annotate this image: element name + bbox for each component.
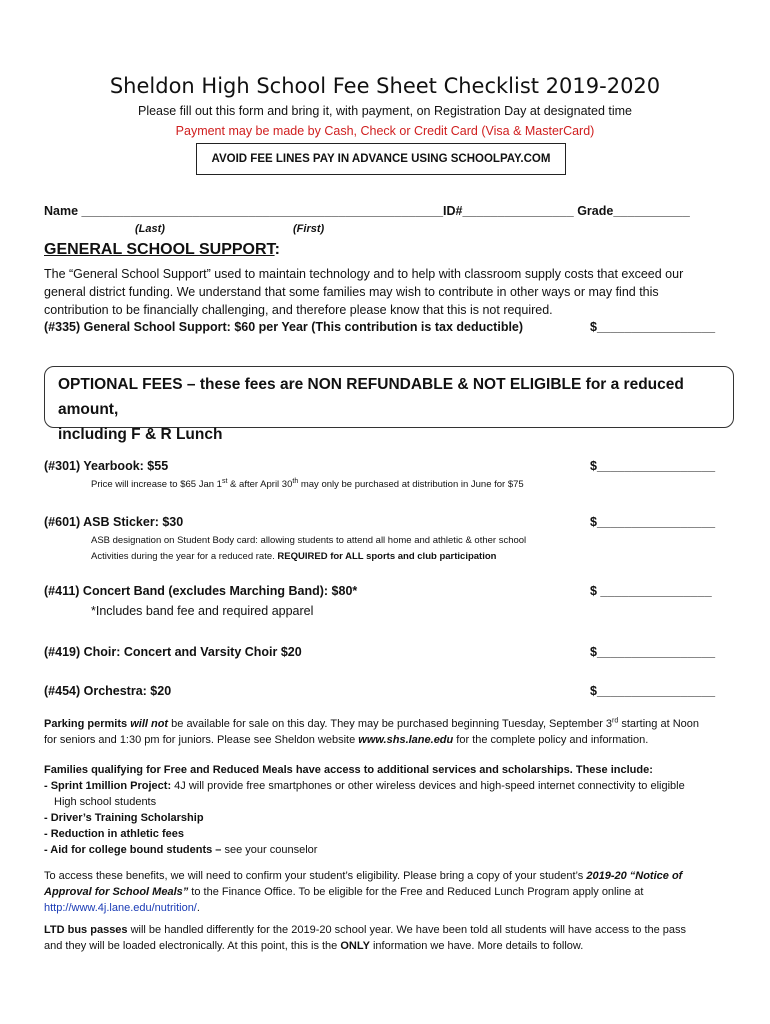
student-info-row	[44, 204, 690, 218]
avoid-lines-box: AVOID FEE LINES PAY IN ADVANCE USING SCHOOLPAY.COM	[196, 143, 566, 175]
general-support-description	[44, 265, 744, 319]
asb-note-line-1: ASB designation on Student Body card: allowing students to attend all home and athletic & other school	[91, 535, 527, 546]
grade-field[interactable]: ___________	[613, 204, 690, 218]
choir-fee-label: (#419) Choir: Concert and Varsity Choir $20	[44, 645, 302, 659]
optional-fees-line-1: OPTIONAL FEES – these fees are NON REFUNDABLE & NOT ELIGIBLE for a reduced amount,	[58, 376, 684, 418]
first-name-caption: (First)	[293, 223, 325, 235]
id-field[interactable]: ________________	[462, 204, 574, 218]
band-note: *Includes band fee and required apparel	[91, 604, 314, 618]
benefit-drivers-training: - Driver’s Training Scholarship	[44, 812, 204, 824]
band-amount-field[interactable]: $ ________________	[590, 584, 712, 598]
nutrition-link[interactable]: http://www.4j.lane.edu/nutrition/	[44, 902, 197, 914]
families-benefits-section	[44, 762, 744, 858]
last-name-caption: (Last)	[135, 223, 165, 235]
benefit-athletic-fees: - Reduction in athletic fees	[44, 828, 184, 840]
id-label: ID#	[443, 204, 463, 218]
general-support-fee-label: (#335) General School Support: $60 per Year (This contribution is tax deductible)	[44, 320, 524, 334]
asb-amount-field[interactable]: $_________________	[590, 515, 716, 529]
grade-label: Grade	[577, 204, 614, 218]
yearbook-amount-field[interactable]: $_________________	[590, 459, 716, 473]
benefit-college-aid: - Aid for college bound students – see your counselor	[44, 844, 318, 856]
instructions-text: Please fill out this form and bring it, with payment, on Registration Day at designated time	[137, 104, 632, 118]
yearbook-note: Price will increase to $65 Jan 1st & after April 30th may only be purchased at distribution in June for $75	[91, 477, 524, 490]
families-heading: Families qualifying for Free and Reduced Meals have access to additional services and scholarships. These include:	[44, 764, 653, 776]
choir-amount-field[interactable]: $_________________	[590, 645, 716, 659]
general-support-heading-text: GENERAL SCHOOL SUPPORT	[44, 241, 275, 258]
general-support-line-3: contribution to be financially challenging, and therefore please know that this is not required.	[44, 303, 553, 317]
benefit-sprint: - Sprint 1million Project: 4J will provide free smartphones or other wireless devices and high-speed internet connectivity to eligible	[44, 780, 685, 792]
asb-note-line-2: Activities during the year for a reduced rate. REQUIRED for ALL sports and club participation	[91, 551, 497, 562]
general-support-amount-field[interactable]: $_________________	[590, 320, 716, 334]
general-support-heading	[44, 241, 280, 259]
yearbook-fee-label: (#301) Yearbook: $55	[44, 459, 169, 473]
ltd-paragraph: LTD bus passes will be handled differently for the 2019-20 school year. We have been told all students will have access to the pass and they will be loaded electronically. At this point, this is the ONLY information we have. More details to follow.	[44, 924, 687, 952]
name-label: Name	[44, 204, 79, 218]
benefit-sprint-continued: High school students	[54, 796, 157, 808]
name-field[interactable]: ____________________________________________________	[81, 204, 444, 218]
general-support-heading-colon: :	[274, 241, 280, 258]
optional-fees-notice	[58, 372, 726, 447]
orchestra-amount-field[interactable]: $_________________	[590, 684, 716, 698]
general-support-line-2: general district funding. We understand that some families may wish to contribute in other ways or may find this	[44, 285, 659, 299]
sheldon-website-text: www.shs.lane.edu	[358, 734, 454, 746]
access-paragraph: To access these benefits, we will need to confirm your student’s eligibility. Please bring a copy of your student’s 2019-20 “Notice of Approval for School Meals” to the Finance Office. To be eligible for the Free and Reduced Lunch Program apply online at http://www.4j.lane.edu/nutrition/.	[44, 870, 683, 914]
orchestra-fee-label: (#454) Orchestra: $20	[44, 684, 172, 698]
general-support-line-1: The “General School Support” used to maintain technology and to help with classroom supply costs that exceed our	[44, 267, 684, 281]
parking-paragraph: Parking permits will not be available for sale on this day. They may be purchased beginning Tuesday, September 3rd starting at Noon for seniors and 1:30 pm for juniors. Please see Sheldon website www.shs.lane.edu for the complete policy and information.	[44, 717, 699, 746]
band-fee-label: (#411) Concert Band (excludes Marching Band): $80*	[44, 584, 358, 598]
asb-fee-label: (#601) ASB Sticker: $30	[44, 515, 184, 529]
payment-methods-text: Payment may be made by Cash, Check or Credit Card (Visa & MasterCard)	[175, 124, 595, 138]
optional-fees-line-2: including F & R Lunch	[58, 426, 223, 443]
page-title: Sheldon High School Fee Sheet Checklist 2019-2020	[109, 74, 661, 98]
